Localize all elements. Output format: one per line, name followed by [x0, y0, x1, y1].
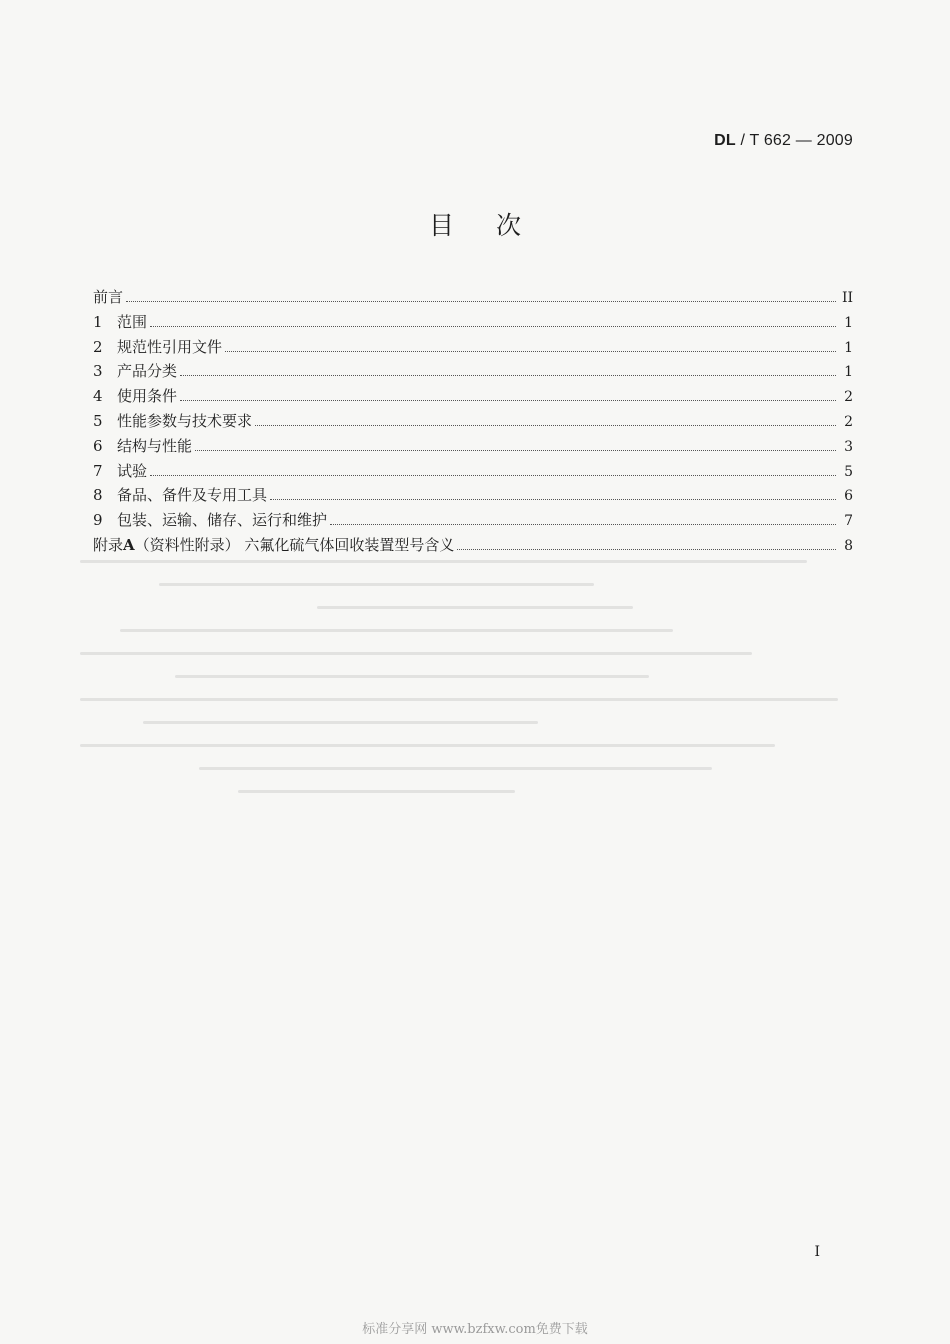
toc-item-number: 9 [93, 511, 103, 530]
toc-item-9[interactable] [93, 509, 853, 534]
toc-item-label: 性能参数与技术要求 [117, 411, 253, 430]
toc-leader [195, 440, 836, 451]
toc-item-1[interactable] [93, 311, 853, 336]
appendix-title: （资料性附录） 六氟化硫气体回收装置型号含义 [134, 535, 455, 554]
toc-leader [457, 539, 836, 550]
standard-code-rest: / T 662 — 2009 [735, 132, 853, 149]
toc-item-preface[interactable] [93, 286, 853, 311]
toc-leader [255, 415, 836, 426]
toc-item-label: 结构与性能 [117, 436, 193, 455]
toc-item-label: 范围 [117, 312, 148, 331]
toc-item-5[interactable] [93, 410, 853, 435]
toc-item-number: 2 [93, 337, 103, 356]
toc-item-page: 2 [844, 413, 853, 430]
toc-item-page: 8 [844, 537, 853, 554]
toc-leader [330, 514, 836, 525]
toc-leader [180, 390, 836, 401]
toc-leader [270, 489, 836, 500]
toc-item-label: 前言 [93, 288, 124, 306]
toc-item-page: 3 [844, 438, 853, 455]
toc-leader [150, 465, 836, 476]
page-title: 目次 [428, 211, 563, 240]
toc-item-6[interactable] [93, 435, 853, 460]
toc-item-appendix-a[interactable] [93, 534, 853, 559]
toc-item-number: 1 [93, 312, 103, 331]
toc-leader [126, 291, 836, 302]
toc-item-8[interactable] [93, 484, 853, 509]
toc-item-page: 5 [844, 463, 853, 480]
table-of-contents [93, 286, 853, 559]
toc-item-page: 1 [844, 339, 853, 356]
toc-item-label: 试验 [117, 461, 148, 480]
toc-item-page: II [841, 290, 853, 306]
standard-code-prefix: DL [714, 132, 736, 149]
toc-leader [225, 341, 836, 352]
toc-item-4[interactable] [93, 385, 853, 410]
toc-item-number: 3 [93, 362, 103, 381]
toc-leader [180, 365, 836, 376]
toc-item-label: 使用条件 [117, 387, 178, 406]
standard-code [714, 132, 853, 150]
bleed-through-texture [80, 560, 870, 900]
toc-item-label: 包装、运输、储存、运行和维护 [117, 511, 328, 530]
appendix-prefix: 附录 [93, 535, 124, 554]
toc-item-page: 2 [844, 389, 853, 406]
toc-item-number: 4 [93, 387, 103, 406]
toc-item-label: 备品、备件及专用工具 [117, 486, 268, 505]
appendix-letter: A [123, 535, 135, 554]
footer-watermark: 标准分享网 www.bzfxw.com免费下载 [362, 1322, 588, 1337]
toc-item-page: 7 [844, 513, 853, 530]
toc-leader [150, 316, 836, 327]
page-number: I [814, 1244, 820, 1260]
toc-item-number: 7 [93, 461, 103, 480]
toc-item-page: 1 [844, 314, 853, 331]
toc-item-number: 8 [93, 486, 103, 505]
toc-item-label: 规范性引用文件 [117, 337, 223, 356]
toc-item-label [93, 534, 454, 555]
toc-item-2[interactable] [93, 336, 853, 361]
toc-item-7[interactable] [93, 460, 853, 485]
toc-item-number: 5 [93, 411, 103, 430]
toc-item-page: 6 [844, 488, 853, 505]
toc-item-3[interactable] [93, 360, 853, 385]
toc-item-label: 产品分类 [117, 362, 178, 381]
toc-item-number: 6 [93, 436, 103, 455]
toc-item-page: 1 [844, 364, 853, 381]
